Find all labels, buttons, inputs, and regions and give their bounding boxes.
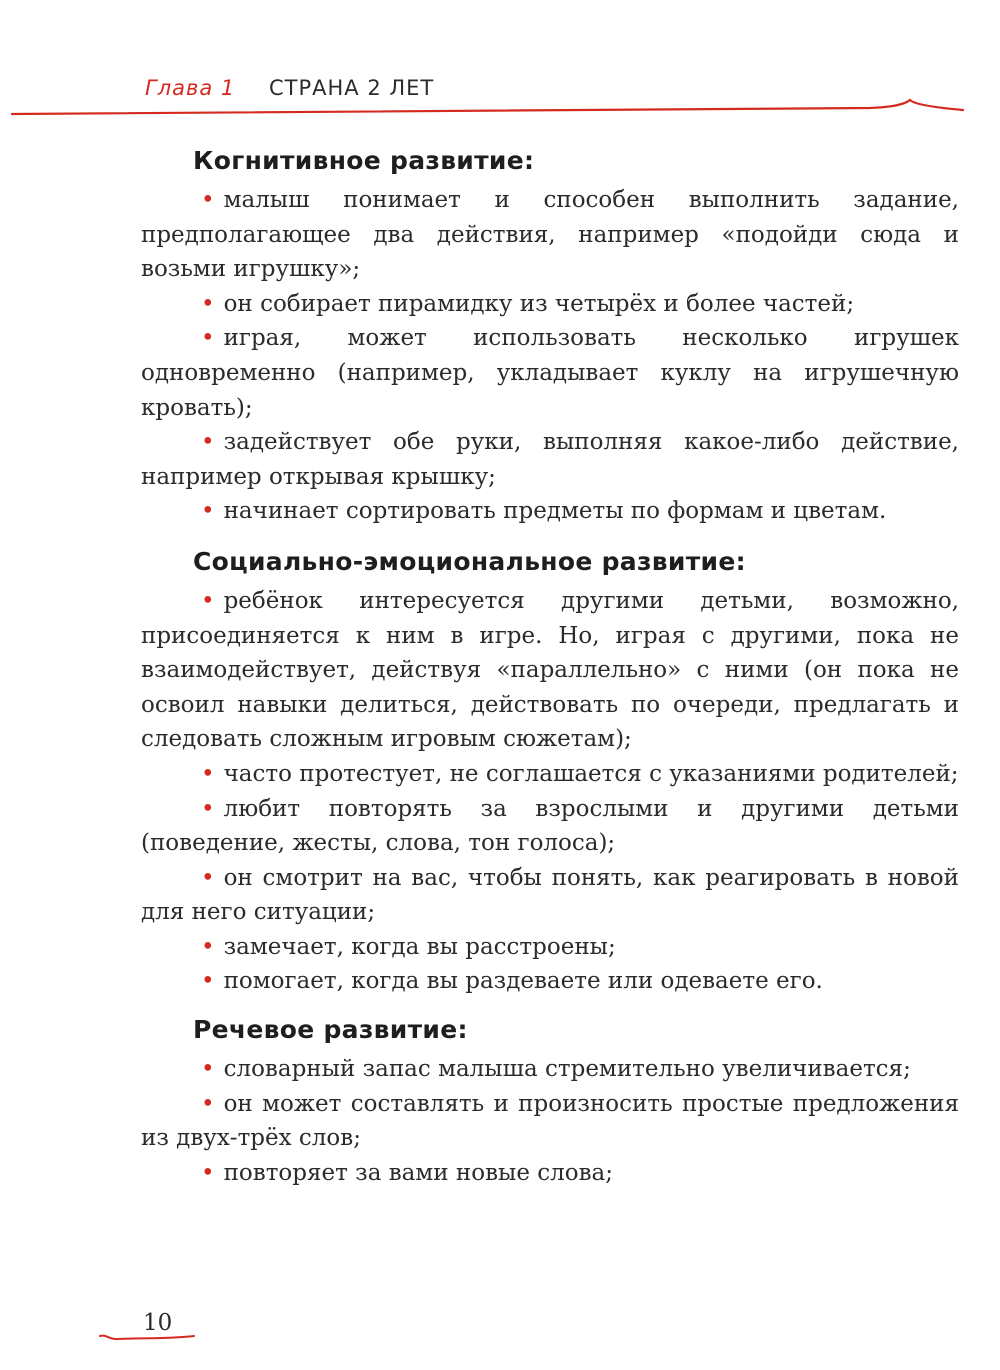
chapter-label: Глава 1 bbox=[145, 76, 236, 100]
bullet-list bbox=[141, 183, 959, 529]
list-item: • задействует обе руки, выполняя какое-либо действие, например открывая крышку; bbox=[141, 429, 959, 490]
header-rule bbox=[10, 96, 965, 122]
bullet-icon: • bbox=[201, 933, 215, 960]
bullet-list bbox=[141, 584, 959, 999]
bullet-icon: • bbox=[201, 587, 215, 614]
list-item: • любит повторять за взрослыми и другими детьми (поведение, жесты, слова, тон голоса); bbox=[141, 795, 959, 857]
list-item: • замечает, когда вы расстроены; bbox=[201, 933, 616, 960]
section-social-emotional bbox=[141, 547, 959, 999]
chapter-title: СТРАНА 2 ЛЕТ bbox=[268, 76, 435, 100]
bullet-icon: • bbox=[201, 187, 215, 213]
bullet-icon: • bbox=[201, 864, 215, 891]
bullet-icon: • bbox=[201, 760, 215, 787]
page-number: 10 bbox=[143, 1310, 173, 1336]
bullet-list bbox=[141, 1052, 959, 1190]
section-speech bbox=[141, 1015, 959, 1190]
bullet-icon: • bbox=[201, 290, 215, 317]
list-item: • начинает сортировать предметы по формам и цветам. bbox=[201, 498, 887, 525]
bullet-icon: • bbox=[201, 1090, 215, 1117]
footer-flourish bbox=[98, 1330, 198, 1344]
list-item: • он может составлять и произносить простые предложения из двух-трёх слов; bbox=[141, 1090, 959, 1152]
bullet-icon: • bbox=[201, 429, 215, 456]
list-item: • малыш понимает и способен выполнить задание, предполагающее два действия, например «подойди сюда и возьми игрушку»; bbox=[141, 187, 959, 283]
bullet-icon: • bbox=[201, 795, 215, 822]
list-item: • словарный запас малыша стремительно увеличивается; bbox=[201, 1056, 911, 1083]
list-item: • ребёнок интересуется другими детьми, возможно, присоединяется к ним в игре. Но, играя с другими, пока не взаимодействует, действуя «параллельно» с ними (он пока не освоил навыки делиться, действовать по очереди, предлагать и следовать сложным игровым сюжетам); bbox=[141, 587, 959, 753]
section-heading: Речевое развитие: bbox=[193, 1015, 468, 1045]
bullet-icon: • bbox=[201, 325, 215, 352]
list-item: • часто протестует, не соглашается с указаниями родителей; bbox=[201, 760, 959, 787]
list-item: • он собирает пирамидку из четырёх и более частей; bbox=[201, 290, 855, 317]
list-item: • играя, может использовать несколько игрушек одновременно (например, укладывает куклу на игрушечную кровать); bbox=[141, 325, 959, 421]
list-item: • помогает, когда вы раздеваете или одеваете его. bbox=[201, 968, 823, 995]
section-heading: Социально-эмоциональное развитие: bbox=[193, 546, 746, 576]
bullet-icon: • bbox=[201, 1159, 215, 1186]
page-body bbox=[141, 146, 959, 1190]
bullet-icon: • bbox=[201, 968, 215, 995]
bullet-icon: • bbox=[201, 1056, 215, 1083]
section-heading: Когнитивное развитие: bbox=[193, 146, 535, 175]
bullet-icon: • bbox=[201, 498, 215, 525]
list-item: • повторяет за вами новые слова; bbox=[201, 1159, 614, 1186]
section-cognitive bbox=[141, 146, 959, 529]
list-item: • он смотрит на вас, чтобы понять, как реагировать в новой для него ситуации; bbox=[141, 864, 959, 926]
